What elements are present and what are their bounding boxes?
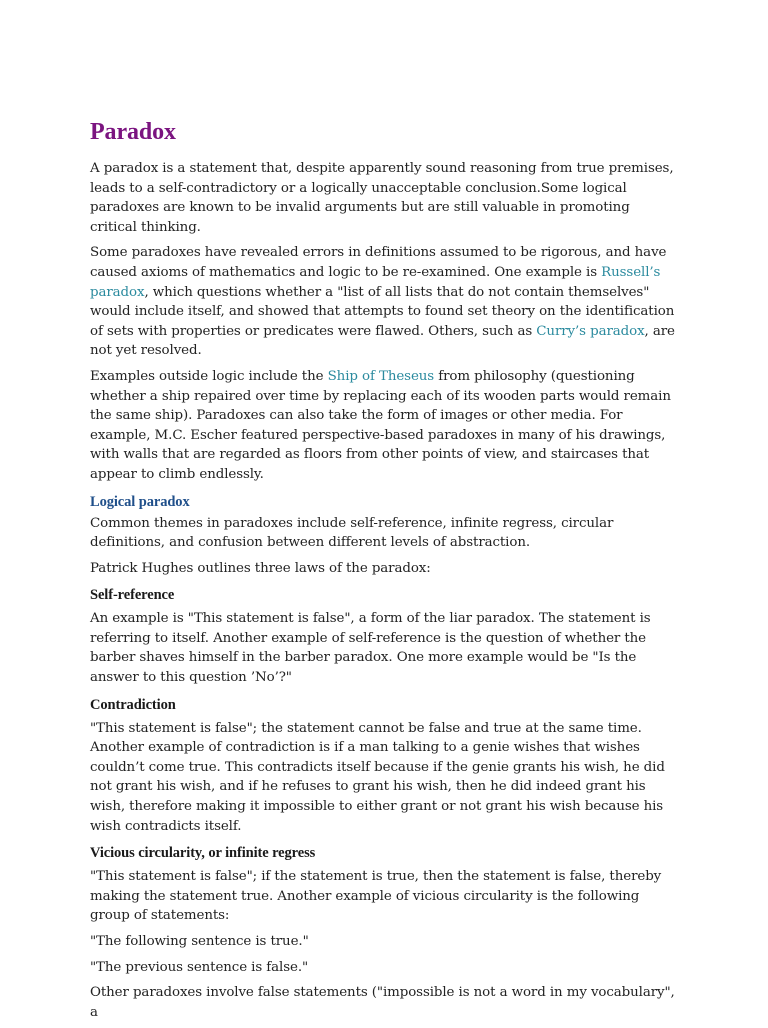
contradiction-heading: Contradiction bbox=[90, 696, 176, 713]
example-sentence-1: "The following sentence is true." bbox=[90, 934, 309, 949]
ship-of-theseus-link[interactable]: Ship of Theseus bbox=[327, 368, 435, 384]
self-reference-heading: Self-reference bbox=[90, 587, 175, 604]
example-sentence-2: "The previous sentence is false." bbox=[90, 959, 309, 975]
intro-p3-text-a: Examples outside logic include the bbox=[90, 368, 328, 384]
intro-paragraph-1: A paradox is a statement that, despite apparently sound reasoning from true premises, leads to a self-contradictory or a logically unacceptable conclusion.Some logical paradoxes are known to be invalid arguments but are still valuable in promoting critical thinking. bbox=[90, 161, 674, 235]
vicious-circularity-heading: Vicious circularity, or infinite regress bbox=[90, 845, 316, 862]
intro-p2-text-b: , which questions whether a "list of all lists that do not contain themselves" would include itself, and showed that attempts to found set theory on the identification of sets with properties or predicates were flawed. Others, such as bbox=[90, 284, 675, 339]
logical-paragraph-1: Common themes in paradoxes include self-reference, infinite regress, circular definitions, and confusion between different levels of abstraction. bbox=[90, 515, 614, 551]
other-paradoxes-paragraph: Other paradoxes involve false statements ("impossible is not a word in my vocabulary", a bbox=[90, 985, 675, 1020]
intro-p3-text-b: from philosophy (questioning whether a ship repaired over time by replacing each of its wooden parts would remain the same ship). Paradoxes can also take the form of images or other media. For example, M.C. Escher featured perspective-based paradoxes in many of his drawings, with walls that are regarded as floors from other points of view, and staircases that appear to climb endlessly. bbox=[90, 368, 671, 482]
contradiction-paragraph: "This statement is false"; the statement cannot be false and true at the same time. Another example of contradiction is if a man talking to a genie wishes that wishes couldn’t come true. This contradicts itself because if the genie grants his wish, he did not grant his wish, and if he refuses to grant his wish, then he did indeed grant his wish, therefore making it impossible to either grant or not grant his wish because his wish contradicts itself. bbox=[90, 720, 665, 834]
self-reference-paragraph: An example is "This statement is false", a form of the liar paradox. The statement is referring to itself. Another example of self-reference is the question of whether the barber shaves himself in the barber paradox. One more example would be "Is the answer to this question ’No’?" bbox=[90, 611, 651, 686]
document-page bbox=[90, 112, 678, 1028]
page-title: Paradox bbox=[90, 119, 176, 145]
currys-paradox-link[interactable]: Curry’s paradox bbox=[536, 323, 645, 339]
intro-paragraph-2 bbox=[90, 243, 678, 361]
intro-p2-text-a: Some paradoxes have revealed errors in definitions assumed to be rigorous, and have caused axioms of mathematics and logic to be re-examined. One example is bbox=[90, 245, 667, 280]
logical-paradox-heading: Logical paradox bbox=[90, 493, 190, 510]
intro-paragraph-3 bbox=[90, 367, 678, 485]
logical-paragraph-2: Patrick Hughes outlines three laws of the paradox: bbox=[90, 560, 431, 576]
vicious-circularity-paragraph: "This statement is false"; if the statement is true, then the statement is false, thereby making the statement true. Another example of vicious circularity is the following group of statements: bbox=[90, 869, 662, 924]
intro-p2-text-c: , are not yet resolved. bbox=[90, 323, 675, 359]
russells-paradox-link[interactable]: Russell’s paradox bbox=[90, 264, 661, 300]
